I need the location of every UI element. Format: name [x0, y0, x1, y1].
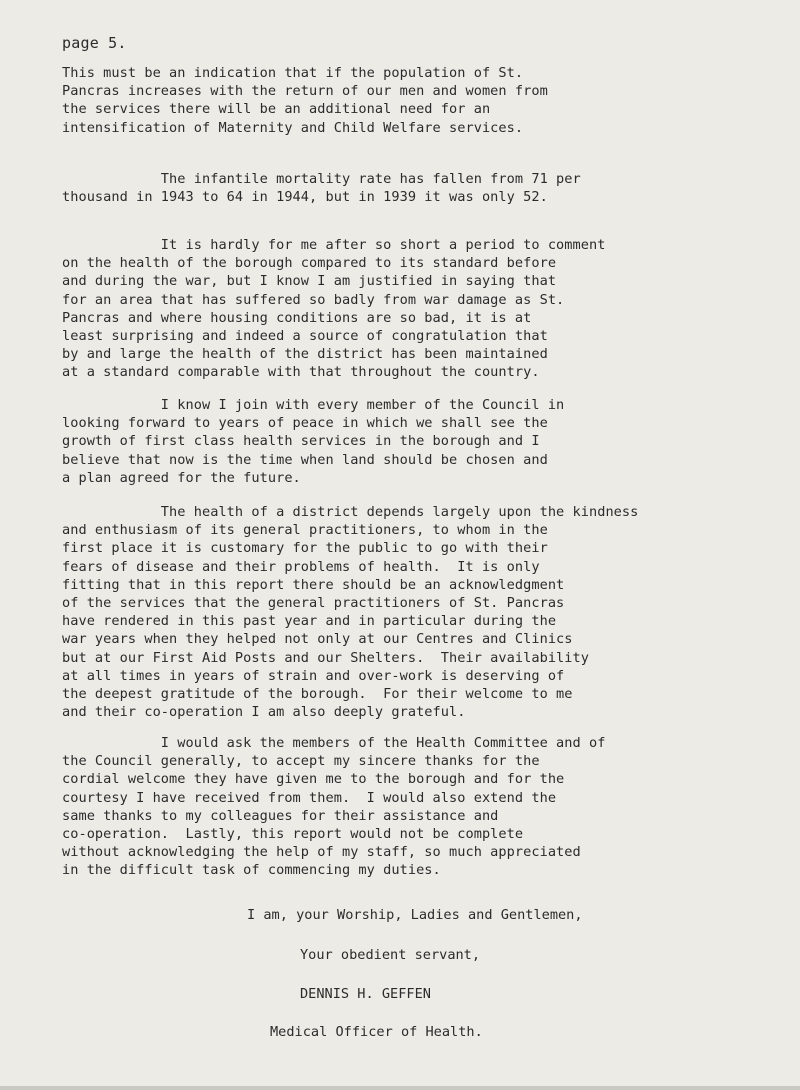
- paragraph-infant-mortality: The infantile mortality rate has fallen from 71 per thousand in 1943 to 64 in 1944, but in 1939 it was only 52.: [62, 171, 581, 206]
- page-bottom-edge: [0, 1086, 800, 1090]
- paragraph-borough-health: It is hardly for me after so short a period to comment on the health of the borough compared to its standard before and during the war, but I know I am justified in saying that for an area that has suffered so badly from war damage as St. Pancras and where housing conditions are so bad, it is at least surprising and indeed a source of congratulation that by and large the health of the district has been maintained at a standard comparable with that throughout the country.: [62, 237, 606, 381]
- signature-closing: I am, your Worship, Ladies and Gentlemen,: [247, 907, 583, 923]
- signature-servant: Your obedient servant,: [300, 947, 481, 963]
- paragraph-thanks: I would ask the members of the Health Committee and of the Council generally, to accept my sincere thanks for the cordial welcome they have given me to the borough and for the courtesy I have received from them. I would also extend the same thanks to my colleagues for their assistance and co-operation. Lastly, this report would not be complete without acknowledging the help of my staff, so much appreciated in the difficult task of commencing my duties.: [62, 735, 606, 879]
- paragraph-future-services: I know I join with every member of the Council in looking forward to years of peace in which we shall see the growth of first class health services in the borough and I believe that now is the time when land should be chosen and a plan agreed for the future.: [62, 397, 565, 486]
- paragraph-population: This must be an indication that if the population of St. Pancras increases with the return of our men and women from the services there will be an additional need for an intensification of Maternity and Child Welfare services.: [62, 65, 548, 136]
- signature-name: DENNIS H. GEFFEN: [300, 986, 431, 1002]
- page-number: page 5.: [62, 34, 127, 52]
- paragraph-general-practitioners: The health of a district depends largely upon the kindness and enthusiasm of its general practitioners, to whom in the first place it is customary for the public to go with their fears of disease and their problems of health. It is only fitting that in this report there should be an acknowledgment of the services that the general practitioners of St. Pancras have rendered in this past year and in particular during the war years when they helped not only at our Centres and Clinics but at our First Aid Posts and our Shelters. Their availability at all times in years of strain and over-work is deserving of the deepest gratitude of the borough. For their welcome to me and their co-operation I am also deeply grateful.: [62, 504, 639, 721]
- signature-title: Medical Officer of Health.: [270, 1024, 483, 1040]
